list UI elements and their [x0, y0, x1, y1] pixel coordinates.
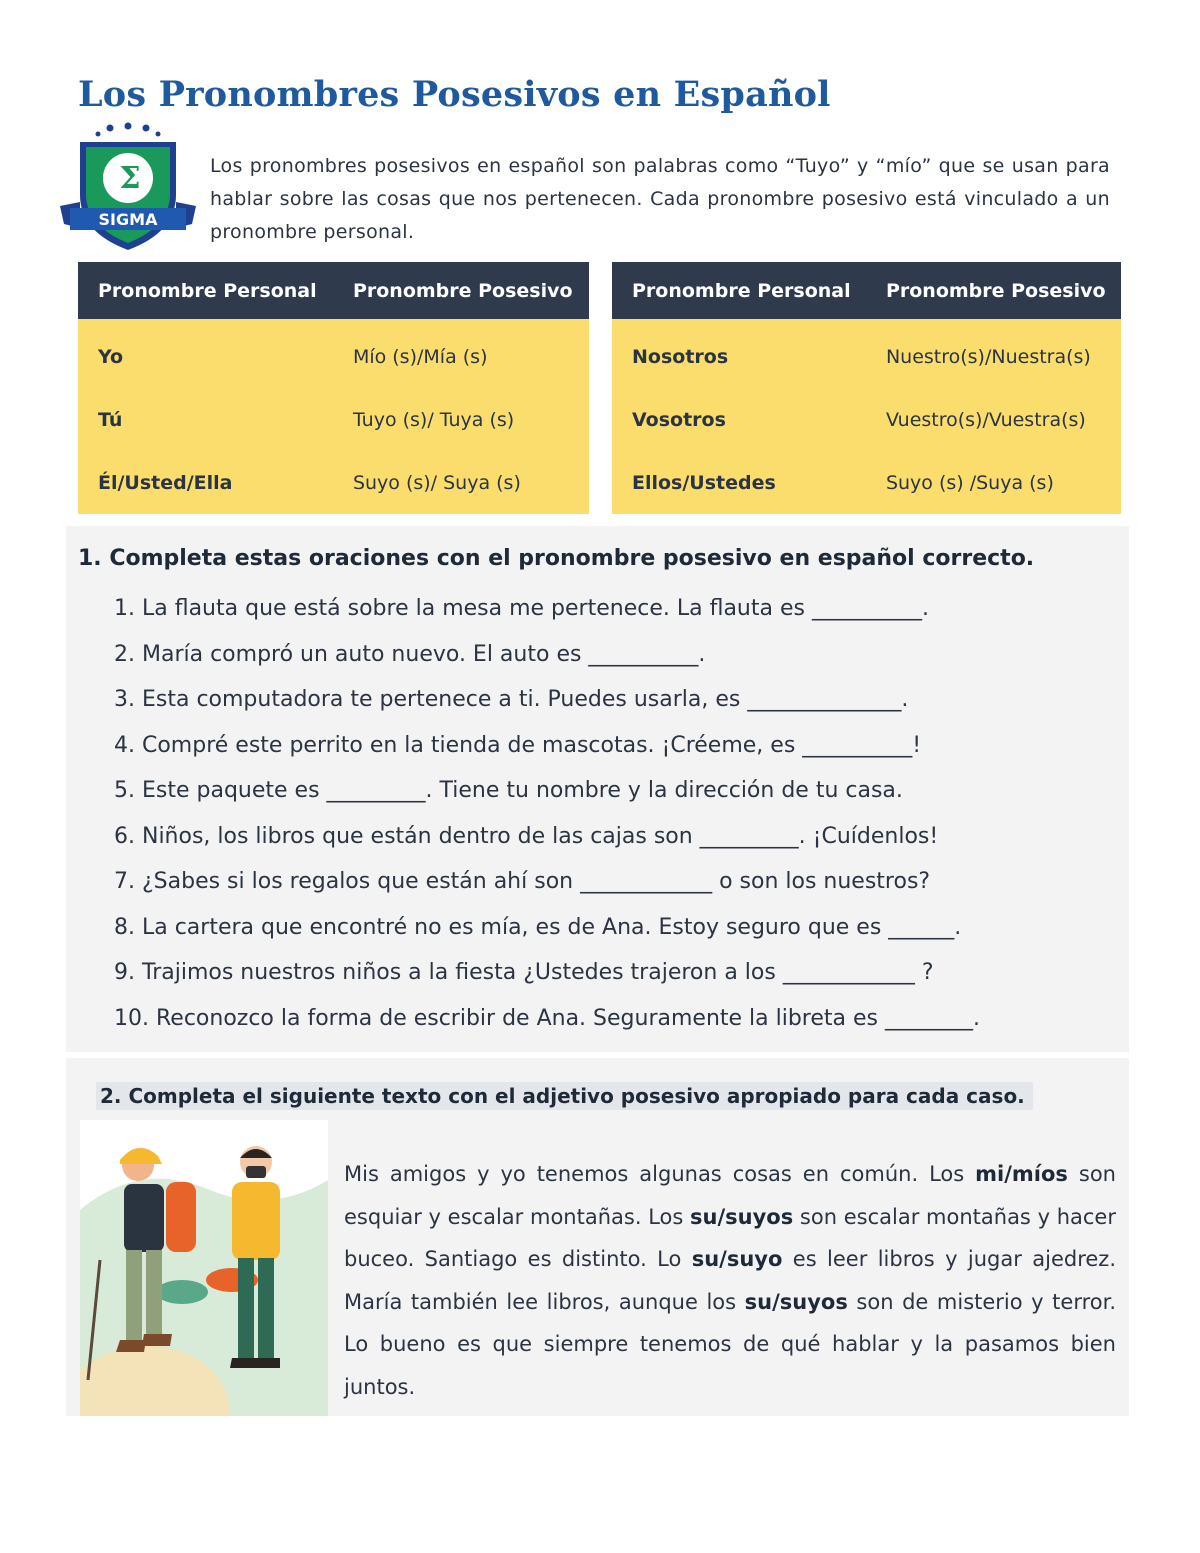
exercise-item: 9. Trajimos nuestros niños a la fiesta ¿Ustedes trajeron a los ____________ ?	[114, 960, 934, 985]
table-row	[612, 451, 1121, 514]
personal-pronoun: Tú	[78, 388, 333, 451]
possessive-pronoun: Mío (s)/Mía (s)	[333, 319, 589, 388]
intro-paragraph: Los pronombres posesivos en español son palabras como “Tuyo” y “mío” que se usan para hablar sobre las cosas que nos pertenecen. Cada pronombre posesivo está vinculado a un pronombre personal.	[210, 155, 1110, 243]
exercise-item: 7. ¿Sabes si los regalos que están ahí son ____________ o son los nuestros?	[114, 869, 931, 894]
table-row	[78, 388, 589, 451]
exercise-item: 4. Compré este perrito en la tienda de mascotas. ¡Créeme, es __________!	[114, 732, 922, 758]
exercise-1-heading: 1. Completa estas oraciones con el pronombre posesivo en español correcto.	[78, 546, 1035, 571]
table-row	[612, 388, 1121, 451]
story-blank-option: su/suyos	[744, 1289, 848, 1314]
exercise-item: 5. Este paquete es _________. Tiene tu nombre y la dirección de tu casa.	[114, 778, 903, 803]
sigma-logo	[58, 120, 198, 255]
possessive-pronoun: Vuestro(s)/Vuestra(s)	[866, 388, 1121, 451]
exercise-item: 6. Niños, los libros que están dentro de las cajas son _________. ¡Cuídenlos!	[114, 823, 939, 849]
exercise-2-panel	[66, 1058, 1129, 1416]
story-text: es leer libros y jugar ajedrez. María también lee libros, aunque los	[344, 1247, 1116, 1314]
header-posesivo: Pronombre Posesivo	[333, 262, 589, 319]
story-blank-option: mi/míos	[975, 1162, 1068, 1186]
story-text: Mis amigos y yo tenemos algunas cosas en común. Los	[344, 1162, 976, 1186]
possessive-pronoun: Tuyo (s)/ Tuya (s)	[333, 388, 589, 451]
exercise-item: 1. La flauta que está sobre la mesa me pertenece. La flauta es __________.	[114, 596, 929, 621]
logo-sigma-symbol: Σ	[119, 161, 141, 196]
pronoun-table-plural	[612, 262, 1121, 514]
personal-pronoun: Nosotros	[612, 319, 866, 388]
exercise-item: 3. Esta computadora te pertenece a ti. Puedes usarla, es ______________.	[114, 687, 909, 712]
story-text: son esquiar y escalar montañas. Los	[344, 1162, 1116, 1229]
header-personal: Pronombre Personal	[612, 262, 866, 319]
story-text: son escalar montañas y hacer buceo. Santiago es distinto. Lo	[344, 1204, 1116, 1271]
hikers-illustration	[80, 1120, 328, 1416]
story-text: son de misterio y terror. Lo bueno es que siempre tenemos de qué hablar y la pasamos bien juntos.	[344, 1289, 1116, 1399]
exercise-2-heading: 2. Completa el siguiente texto con el adjetivo posesivo apropiado para cada caso.	[96, 1082, 1033, 1110]
story-blank-option: su/suyo	[691, 1247, 783, 1271]
personal-pronoun: Yo	[78, 319, 333, 388]
header-posesivo: Pronombre Posesivo	[866, 262, 1121, 319]
page-title: Los Pronombres Posesivos en Español	[78, 74, 831, 115]
story-blank-option: su/suyos	[690, 1204, 794, 1229]
pronoun-table-singular	[78, 262, 589, 514]
exercise-1-panel	[66, 526, 1129, 1052]
exercise-item: 8. La cartera que encontré no es mía, es de Ana. Estoy seguro que es ______.	[114, 914, 962, 940]
exercise-item: 2. María compró un auto nuevo. El auto es __________.	[114, 641, 706, 667]
table-row	[78, 451, 589, 514]
possessive-pronoun: Suyo (s)/ Suya (s)	[333, 451, 589, 514]
header-personal: Pronombre Personal	[78, 262, 333, 319]
exercise-item: 10. Reconozco la forma de escribir de Ana. Seguramente la libreta es ________.	[114, 1005, 980, 1031]
possessive-pronoun: Suyo (s) /Suya (s)	[866, 451, 1121, 514]
story-paragraph	[344, 1153, 1116, 1408]
table-row	[78, 319, 589, 388]
logo-text: SIGMA	[98, 210, 158, 229]
personal-pronoun: Él/Usted/Ella	[78, 451, 333, 514]
exercise-1-list	[114, 594, 1124, 1049]
table-row	[612, 319, 1121, 388]
personal-pronoun: Ellos/Ustedes	[612, 451, 866, 514]
personal-pronoun: Vosotros	[612, 388, 866, 451]
possessive-pronoun: Nuestro(s)/Nuestra(s)	[866, 319, 1121, 388]
